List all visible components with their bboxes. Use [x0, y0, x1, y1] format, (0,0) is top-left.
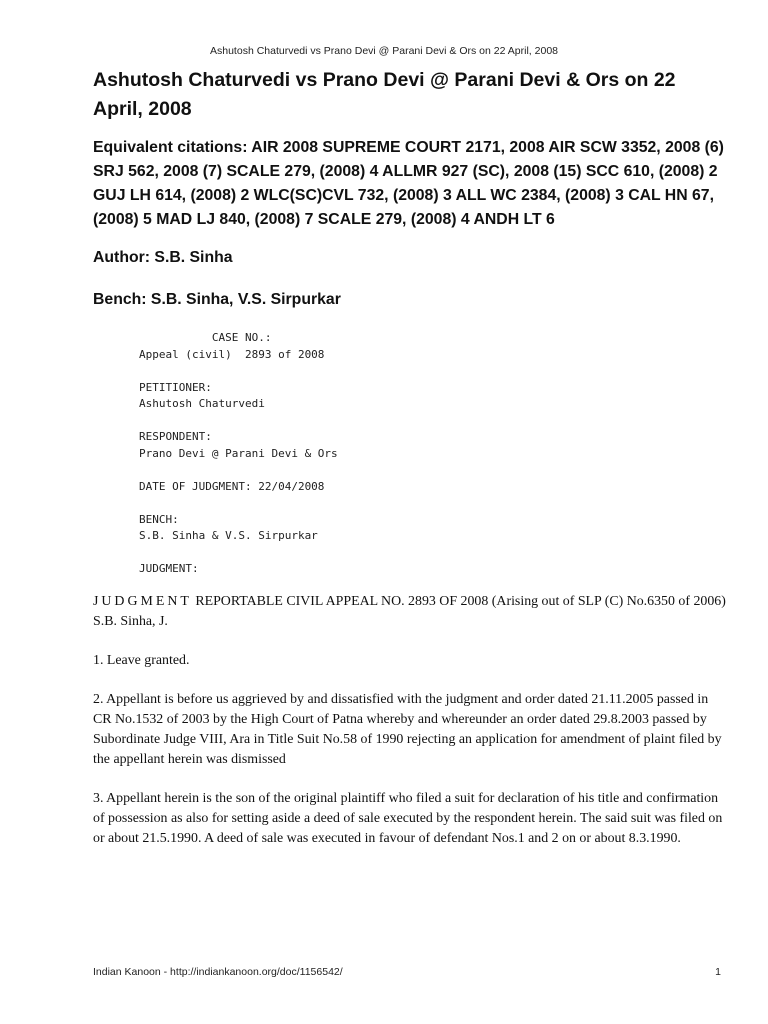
petitioner-label: PETITIONER:	[139, 380, 212, 394]
paragraph-1: 1. Leave granted.	[93, 652, 190, 668]
paragraph-3: 3. Appellant herein is the son of the original plaintiff who filed a suit for declaration of his title and confirmation of possession as also for setting aside a deed of sale executed by the respondent herein. The said suit was filed on or about 21.5.1990. A deed of sale was executed in favour of defendant Nos.1 and 2 on or about 8.3.1990.	[93, 790, 723, 846]
respondent-value: Prano Devi @ Parani Devi & Ors	[139, 446, 338, 460]
running-header: Ashutosh Chaturvedi vs Prano Devi @ Parani Devi & Ors on 22 April, 2008	[210, 45, 558, 57]
case-details-block	[139, 330, 727, 578]
petitioner-value: Ashutosh Chaturvedi	[139, 397, 265, 410]
respondent-label: RESPONDENT:	[139, 430, 212, 443]
paragraph-2: 2. Appellant is before us aggrieved by and dissatisfied with the judgment and order dated 21.11.2005 passed in CR No.1532 of 2003 by the High Court of Patna whereby and whereunder an order dated 29.8.2003 passed by Subordinate Judge VIII, Ara in Title Suit No.58 of 1990 rejecting an application for amendment of plaint filed by the appellant herein was dismissed	[93, 691, 722, 767]
equivalent-citations: Equivalent citations: AIR 2008 SUPREME COURT 2171, 2008 AIR SCW 3352, 2008 (6) SRJ 562, 2008 (7) SCALE 279, (2008) 4 ALLMR 927 (SC), 2008 (15) SCC 610, (2008) 2 GUJ LH 614, (2008) 2 WLC(SC)CVL 732, (2008) 3 ALL WC 2384, (2008) 3 CAL HN 67, (2008) 5 MAD LJ 840, (2008) 7 SCALE 279, (2008) 4 ANDH LT 6	[93, 139, 724, 228]
document-title: Ashutosh Chaturvedi vs Prano Devi @ Parani Devi & Ors on 22 April, 2008	[93, 69, 676, 120]
document-content	[93, 66, 727, 868]
date-of-judgment: DATE OF JUDGMENT: 22/04/2008	[139, 479, 325, 493]
footer-page-number: 1	[715, 966, 721, 978]
case-no-value: Appeal (civil) 2893 of 2008	[139, 347, 325, 361]
bench-label: BENCH:	[139, 512, 179, 526]
bench-line: Bench: S.B. Sinha, V.S. Sirpurkar	[93, 291, 341, 308]
footer-source-link[interactable]: Indian Kanoon - http://indiankanoon.org/doc/1156542/	[93, 966, 343, 978]
case-no-label: CASE NO.:	[139, 331, 272, 344]
bench-value: S.B. Sinha & V.S. Sirpurkar	[139, 529, 318, 542]
judgment-label: JUDGMENT:	[139, 562, 199, 575]
judgment-spaced-heading: JUDGMENT	[93, 593, 192, 609]
judgment-heading-rest: REPORTABLE CIVIL APPEAL NO. 2893 OF 2008 (Arising out of SLP (C) No.6350 of 2006) S.B. Sinha, J.	[93, 593, 726, 629]
author-line: Author: S.B. Sinha	[93, 249, 233, 266]
judgment-heading-paragraph	[93, 592, 727, 632]
